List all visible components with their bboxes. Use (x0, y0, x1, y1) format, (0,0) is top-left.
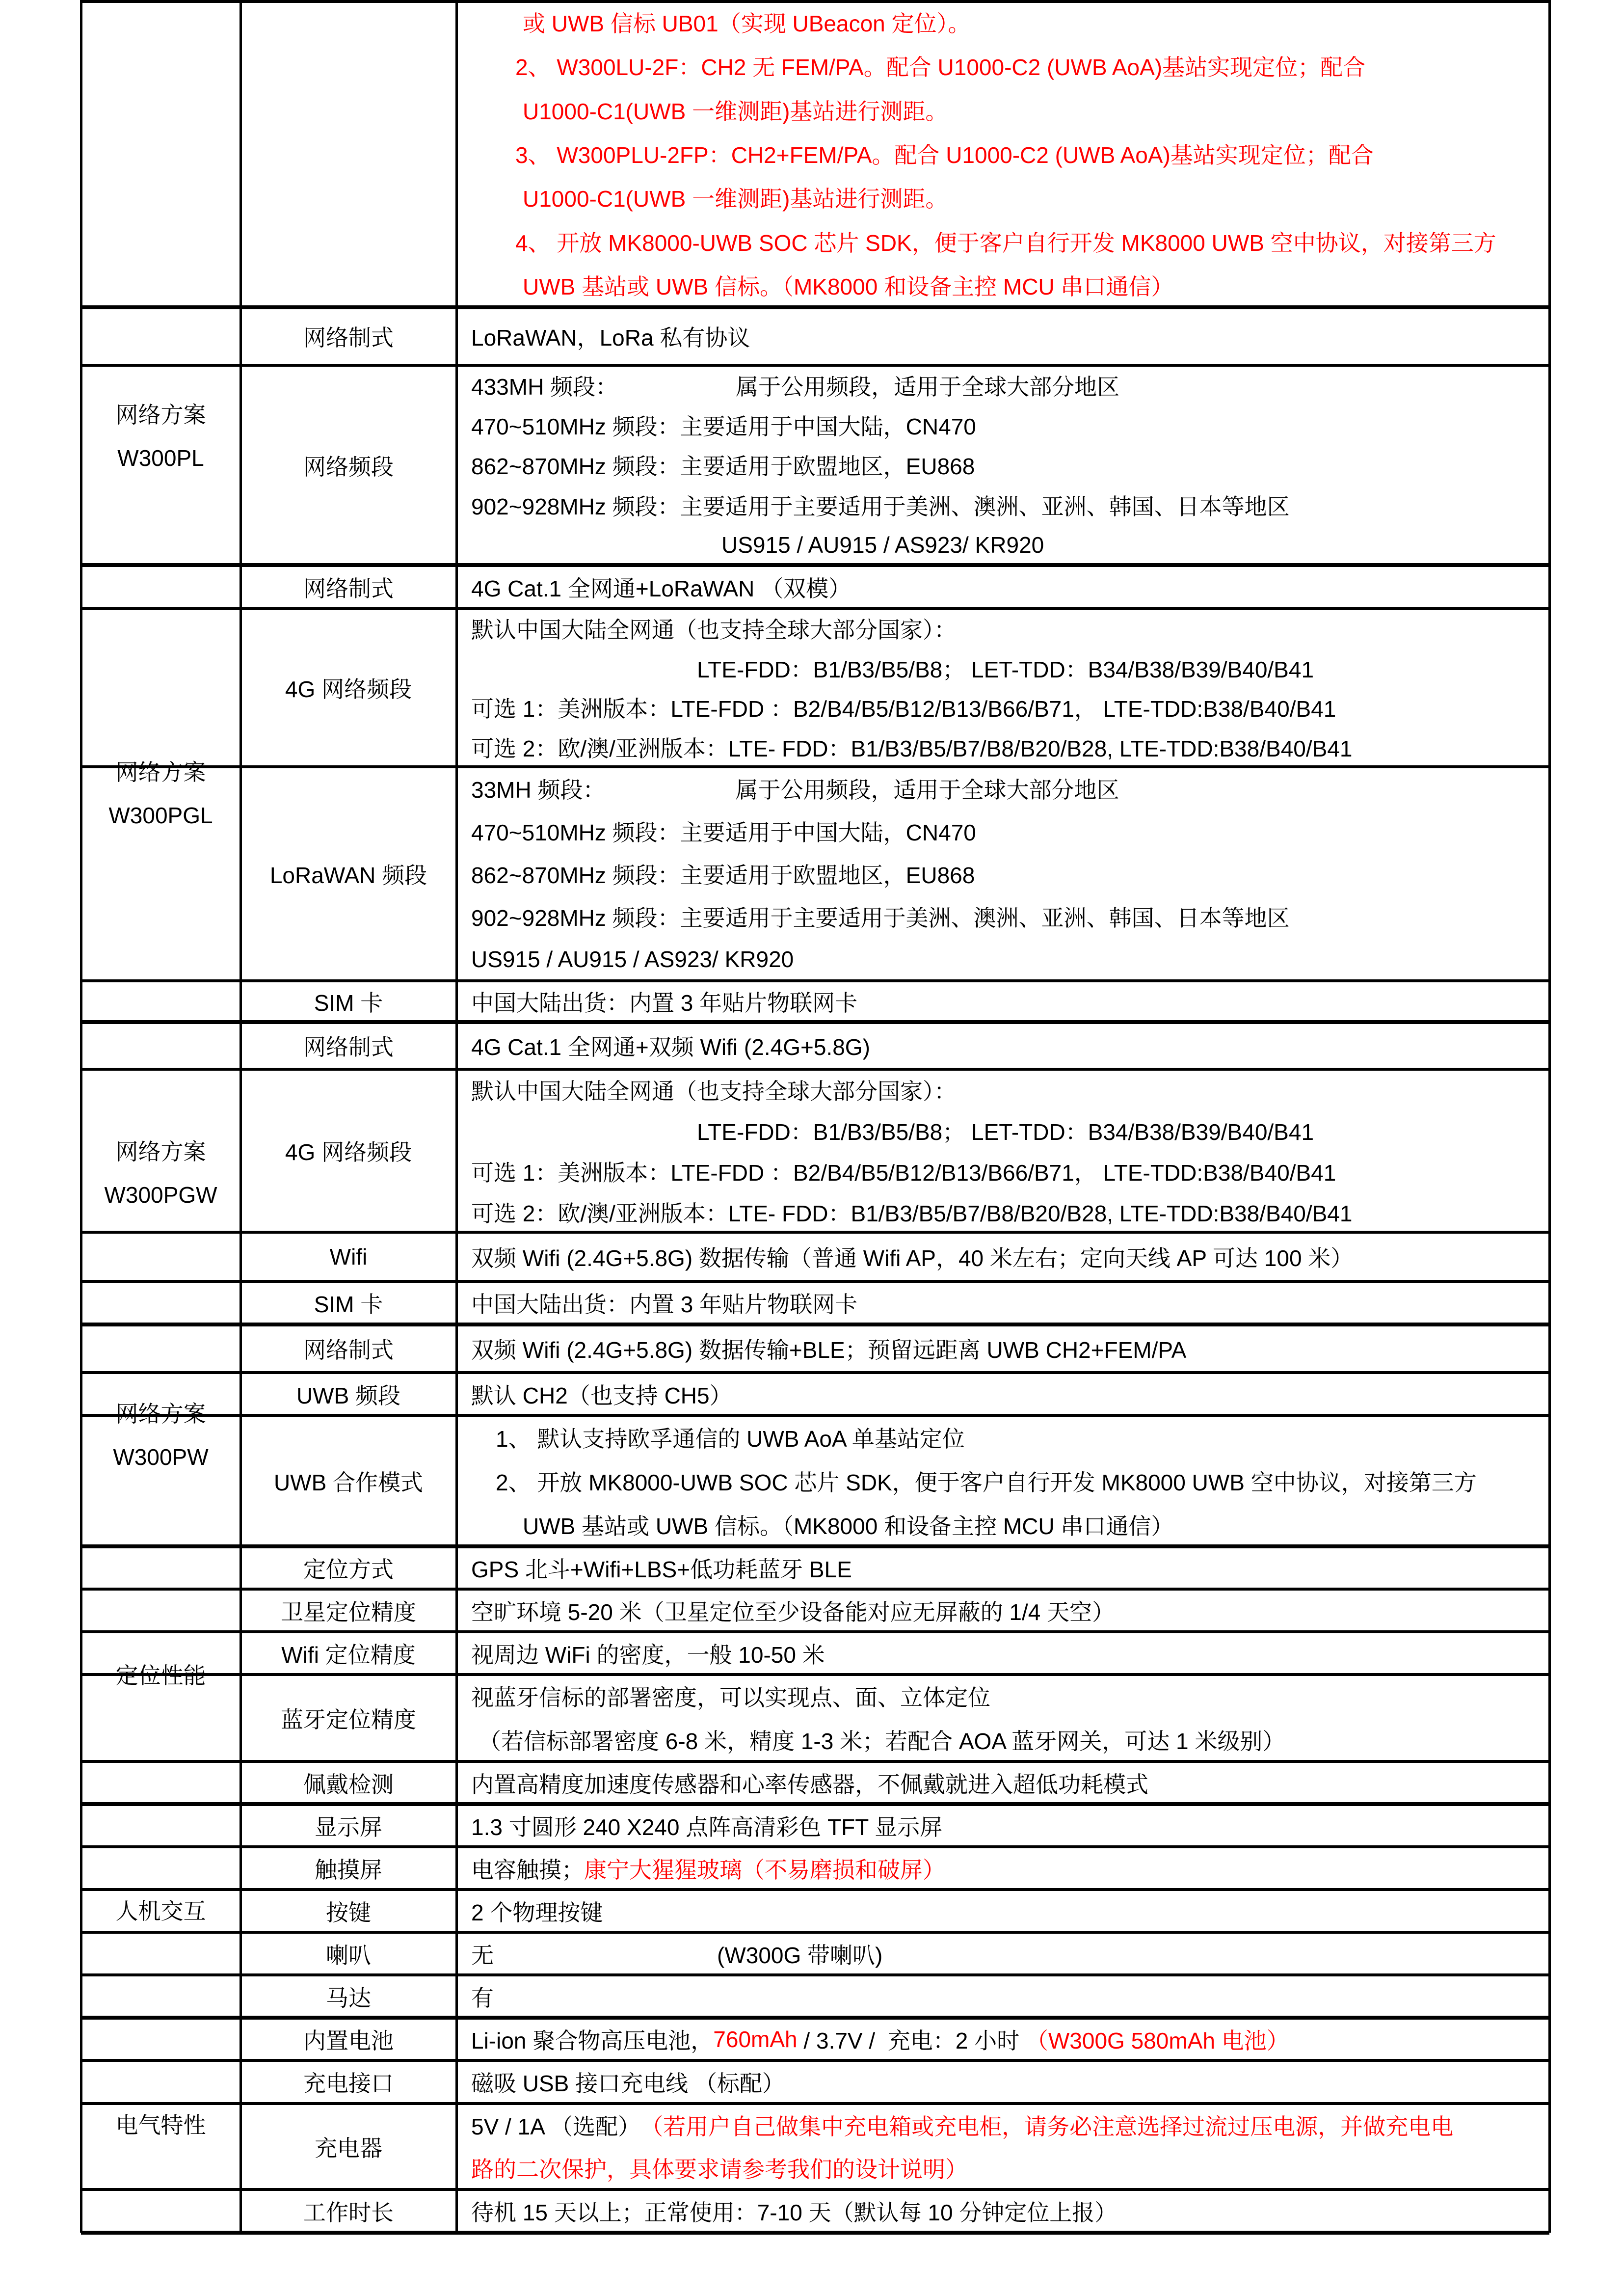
value-line (456, 1459, 1549, 1503)
value-line (456, 852, 1549, 895)
value-cell (456, 767, 1549, 981)
value-cell (456, 1847, 1549, 1890)
value-cell (456, 2104, 1549, 2189)
value-line (456, 219, 1549, 263)
param-label: 4G 网络频段 (285, 676, 412, 702)
text-segment: 内置高精度加速度传感器和心率传感器，不佩戴就进入超低功耗模式 (471, 1771, 1148, 1797)
value-cell (456, 1415, 1549, 1546)
param-label: UWB 频段 (296, 1382, 401, 1408)
text-segment: Li-ion 聚合物高压电池， (471, 2027, 714, 2053)
value-line (456, 1761, 1549, 1804)
value-cell (456, 565, 1549, 609)
value-cell (456, 1324, 1549, 1373)
param-label: 网络频段 (303, 454, 394, 480)
value-line (456, 938, 1549, 981)
param-label: 充电接口 (303, 2071, 394, 2096)
value-line (456, 0, 1549, 44)
param-label: 网络制式 (303, 1337, 394, 1363)
text-segment: 待机 15 天以上；正常使用：7-10 天（默认每 10 分钟定位上报） (471, 2200, 1117, 2225)
text-segment: 470~510MHz 频段：主要适用于中国大陆，CN470 (471, 819, 976, 845)
param-label: 网络制式 (303, 325, 394, 351)
value-line (456, 1546, 1549, 1589)
value-line (456, 648, 1549, 688)
value-line (456, 2147, 1549, 2190)
text-segment: 2、 W300LU-2F：CH2 无 FEM/PA。配合 U1000-C2 (UWB AoA)基站实现定位；配合 (515, 54, 1366, 81)
text-segment: 可选 1：美洲版本：LTE-FDD ：B2/B4/B5/B12/B13/B66/B71， LTE-TDD:B38/B40/B41 (471, 696, 1336, 722)
text-segment: U1000-C1(UWB 一维测距)基站进行测距。 (523, 186, 948, 212)
text-segment: 可选 2：欧/澳/亚洲版本：LTE- FDD：B1/B3/B5/B7/B8/B20/B28, LTE-TDD:B38/B40/B41 (471, 735, 1353, 761)
text-segment: 2 个物理按键 (471, 1899, 603, 1925)
text-segment: US915 / AU915 / AS923/ KR920 (721, 532, 1044, 558)
value-cell (456, 1589, 1549, 1632)
table-border-h (81, 0, 1549, 3)
text-segment: 433MH 频段： (471, 374, 618, 400)
text-segment: 1.3 寸圆形 240 X240 点阵高清彩色 TFT 显示屏 (471, 1814, 943, 1840)
value-cell (456, 1632, 1549, 1675)
value-line (456, 1975, 1549, 2018)
group-cell (81, 2018, 240, 2233)
text-segment: 属于公用频段，适用于全球大部分地区 (736, 374, 1120, 400)
value-cell (456, 1890, 1549, 1932)
value-line (456, 1324, 1549, 1373)
value-cell (456, 1281, 1549, 1324)
value-cell (456, 1675, 1549, 1761)
value-line (456, 405, 1549, 445)
text-segment: 或 UWB 信标 UB01（实现 UBeacon 定位）。 (523, 10, 971, 36)
value-line (456, 1232, 1549, 1281)
value-line (456, 565, 1549, 609)
param-label: 4G 网络频段 (285, 1139, 412, 1165)
table-border-v (80, 0, 82, 2233)
value-line (456, 264, 1549, 307)
spec-table (81, 0, 1549, 2233)
text-segment: 路的二次保护，具体要求请参考我们的设计说明） (471, 2157, 968, 2183)
value-line (456, 1932, 1549, 1975)
value-line (456, 1281, 1549, 1324)
value-line (456, 1069, 1549, 1110)
text-segment: （若信标部署密度 6-8 米，精度 1-3 米；若配合 AOA 蓝牙网关，可达 1 米级别） (479, 1728, 1285, 1754)
value-line (456, 1503, 1549, 1546)
param-label: SIM 卡 (314, 1292, 383, 1317)
table-border-v (455, 0, 458, 2233)
group-cell (81, 307, 240, 565)
value-line (456, 2189, 1549, 2233)
text-segment: 默认中国大陆全网通（也支持全球大部分国家）： (471, 617, 957, 643)
text-segment: 3、 W300PLU-2FP：CH2+FEM/PA。配合 U1000-C2 (UWB AoA)基站实现定位；配合 (515, 142, 1374, 168)
group-label-line: 网络方案 (115, 402, 206, 428)
text-segment: 康宁大猩猩玻璃（不易磨损和破屏） (584, 1857, 945, 1883)
table-border-v (239, 0, 242, 2233)
value-line (456, 2104, 1549, 2147)
param-label: 触摸屏 (315, 1857, 382, 1883)
value-line (456, 1151, 1549, 1191)
value-line (456, 1589, 1549, 1632)
text-segment: 中国大陆出货：内置 3 年贴片物联网卡 (471, 1292, 858, 1317)
table-border-h (81, 2231, 1549, 2235)
text-segment: (W300G 带喇叭) (717, 1942, 883, 1968)
value-cell (456, 1932, 1549, 1975)
text-segment: 1、 默认支持欧孚通信的 UWB AoA 单基站定位 (496, 1426, 965, 1452)
group-cell (81, 1546, 240, 1804)
value-cell (456, 1761, 1549, 1804)
value-line (456, 176, 1549, 219)
value-cell (456, 1975, 1549, 2018)
param-label: SIM 卡 (314, 990, 383, 1016)
text-segment: UWB 基站或 UWB 信标。（MK8000 和设备主控 MCU 串口通信） (523, 1513, 1174, 1539)
param-label: 卫星定位精度 (281, 1599, 416, 1625)
group-label-line: W300PW (113, 1444, 209, 1470)
text-segment: 2、 开放 MK8000-UWB SOC 芯片 SDK，便于客户自行开发 MK8000 UWB 空中协议，对接第三方 (496, 1469, 1477, 1495)
param-label: Wifi (329, 1244, 368, 1270)
param-label: UWB 合作模式 (273, 1469, 424, 1495)
value-line (456, 981, 1549, 1022)
value-cell (456, 307, 1549, 365)
text-segment: 33MH 频段： (471, 777, 606, 803)
text-segment: LTE-FDD：B1/B3/B5/B8； LET-TDD：B34/B38/B39/B40/B41 (697, 1119, 1314, 1145)
text-segment: / 3.7V / 充电：2 小时 (797, 2027, 1026, 2053)
value-cell (456, 1546, 1549, 1589)
text-segment: （W300G 580mAh 电池） (1025, 2027, 1289, 2053)
text-segment: 电容触摸； (471, 1857, 584, 1883)
text-segment: U1000-C1(UWB 一维测距)基站进行测距。 (523, 98, 948, 124)
value-line (456, 895, 1549, 938)
text-segment: 862~870MHz 频段：主要适用于欧盟地区，EU868 (471, 863, 975, 888)
value-line (456, 307, 1549, 365)
text-segment: 无 (471, 1942, 494, 1968)
text-segment: 可选 2：欧/澳/亚洲版本：LTE- FDD：B1/B3/B5/B7/B8/B20/B28, LTE-TDD:B38/B40/B41 (471, 1200, 1353, 1226)
text-segment: 中国大陆出货：内置 3 年贴片物联网卡 (471, 990, 858, 1016)
group-cell (81, 1804, 240, 2018)
value-line (456, 2018, 1549, 2060)
text-segment: 默认中国大陆全网通（也支持全球大部分国家）： (471, 1078, 957, 1104)
group-label-line: 网络方案 (115, 759, 206, 785)
value-cell (456, 2189, 1549, 2233)
value-line (456, 1415, 1549, 1459)
value-cell (456, 609, 1549, 767)
param-label: 佩戴检测 (303, 1771, 394, 1797)
text-segment: US915 / AU915 / AS923/ KR920 (471, 946, 794, 972)
text-segment: （若用户自己做集中充电箱或充电柜，请务必注意选择过流过压电源，并做充电电 (640, 2113, 1454, 2139)
value-line (456, 132, 1549, 175)
value-cell (456, 1069, 1549, 1232)
param-label: LoRaWAN 频段 (269, 863, 427, 888)
value-cell (456, 365, 1549, 565)
value-line (456, 728, 1549, 767)
text-segment: 有 (471, 1985, 494, 2011)
group-label-line: 网络方案 (115, 1401, 206, 1427)
value-line (456, 1804, 1549, 1847)
group-label-line: 人机交互 (115, 1898, 206, 1924)
group-label-line: W300PL (117, 445, 204, 471)
param-label: 网络制式 (303, 575, 394, 601)
param-label: Wifi 定位精度 (281, 1642, 416, 1668)
value-line (456, 1191, 1549, 1232)
param-label: 显示屏 (315, 1814, 382, 1840)
text-segment: 默认 CH2（也支持 CH5） (471, 1382, 732, 1408)
text-segment: 470~510MHz 频段：主要适用于中国大陆，CN470 (471, 414, 976, 440)
value-line (456, 767, 1549, 810)
value-line (456, 609, 1549, 648)
text-segment: GPS 北斗+Wifi+LBS+低功耗蓝牙 BLE (471, 1556, 852, 1582)
text-segment: 双频 Wifi (2.4G+5.8G) 数据传输+BLE；预留远距离 UWB CH2+FEM/PA (471, 1337, 1187, 1363)
group-label-line: W300PGL (108, 802, 213, 828)
text-segment: 4、 开放 MK8000-UWB SOC 芯片 SDK，便于客户自行开发 MK8000 UWB 空中协议，对接第三方 (515, 230, 1496, 256)
value-line (456, 365, 1549, 405)
table-border-v (1548, 0, 1551, 2233)
text-segment: 磁吸 USB 接口充电线 （标配） (471, 2071, 785, 2096)
text-segment: UWB 基站或 UWB 信标。（MK8000 和设备主控 MCU 串口通信） (523, 274, 1174, 300)
param-label: 内置电池 (303, 2027, 394, 2053)
text-segment: 可选 1：美洲版本：LTE-FDD ：B2/B4/B5/B12/B13/B66/B71， LTE-TDD:B38/B40/B41 (471, 1160, 1336, 1186)
value-line (456, 1718, 1549, 1762)
text-segment: LTE-FDD：B1/B3/B5/B8； LET-TDD：B34/B38/B39/B40/B41 (697, 656, 1314, 682)
text-segment: 902~928MHz 频段：主要适用于主要适用于美洲、澳洲、亚洲、韩国、日本等地区 (471, 905, 1290, 931)
value-line (456, 88, 1549, 132)
value-cell (456, 1022, 1549, 1069)
value-cell (456, 1373, 1549, 1415)
value-line (456, 688, 1549, 728)
text-segment: 双频 Wifi (2.4G+5.8G) 数据传输（普通 Wifi AP，40 米左右；定向天线 AP 可达 100 米） (471, 1245, 1354, 1271)
value-line (456, 1890, 1549, 1932)
text-segment: 4G Cat.1 全网通+双频 Wifi (2.4G+5.8G) (471, 1034, 870, 1060)
param-label: 工作时长 (303, 2200, 394, 2225)
value-cell (456, 0, 1549, 307)
group-cell (81, 1324, 240, 1546)
value-line (456, 525, 1549, 565)
text-segment: 760mAh (713, 2026, 798, 2052)
param-label: 按键 (326, 1899, 371, 1925)
text-segment: 属于公用频段，适用于全球大部分地区 (735, 777, 1119, 803)
value-cell (456, 1804, 1549, 1847)
value-line (456, 44, 1549, 87)
group-cell (81, 1022, 240, 1324)
param-label: 蓝牙定位精度 (281, 1706, 416, 1732)
group-label-line: 网络方案 (115, 1139, 206, 1164)
value-line (456, 445, 1549, 485)
value-line (456, 1110, 1549, 1151)
value-line (456, 1373, 1549, 1415)
value-line (456, 1675, 1549, 1718)
value-line (456, 2060, 1549, 2104)
value-line (456, 1632, 1549, 1675)
value-cell (456, 2060, 1549, 2104)
param-label: 定位方式 (303, 1556, 394, 1582)
value-line (456, 810, 1549, 852)
group-label-line: W300PGW (104, 1182, 217, 1208)
param-label: 喇叭 (326, 1942, 371, 1968)
text-segment: 862~870MHz 频段：主要适用于欧盟地区，EU868 (471, 454, 975, 480)
value-line (456, 1847, 1549, 1890)
text-segment: 视周边 WiFi 的密度，一般 10-50 米 (471, 1642, 825, 1668)
group-cell (81, 565, 240, 1022)
value-cell (456, 981, 1549, 1022)
value-cell (456, 1232, 1549, 1281)
group-label-line: 定位性能 (115, 1662, 206, 1688)
text-segment: LoRaWAN，LoRa 私有协议 (471, 325, 750, 351)
value-line (456, 485, 1549, 525)
value-line (456, 1022, 1549, 1069)
param-label: 网络制式 (303, 1034, 394, 1060)
param-label: 马达 (326, 1985, 371, 2011)
text-segment: 视蓝牙信标的部署密度，可以实现点、面、立体定位 (471, 1685, 990, 1711)
text-segment: 空旷环境 5-20 米（卫星定位至少设备能对应无屏蔽的 1/4 天空） (471, 1599, 1115, 1625)
text-segment: 5V / 1A （选配） (471, 2113, 641, 2139)
text-segment: 902~928MHz 频段：主要适用于主要适用于美洲、澳洲、亚洲、韩国、日本等地区 (471, 493, 1290, 519)
group-label-line: 电气特性 (115, 2112, 206, 2138)
text-segment: 4G Cat.1 全网通+LoRaWAN （双模） (471, 575, 851, 601)
value-cell (456, 2018, 1549, 2060)
param-label: 充电器 (315, 2135, 382, 2161)
